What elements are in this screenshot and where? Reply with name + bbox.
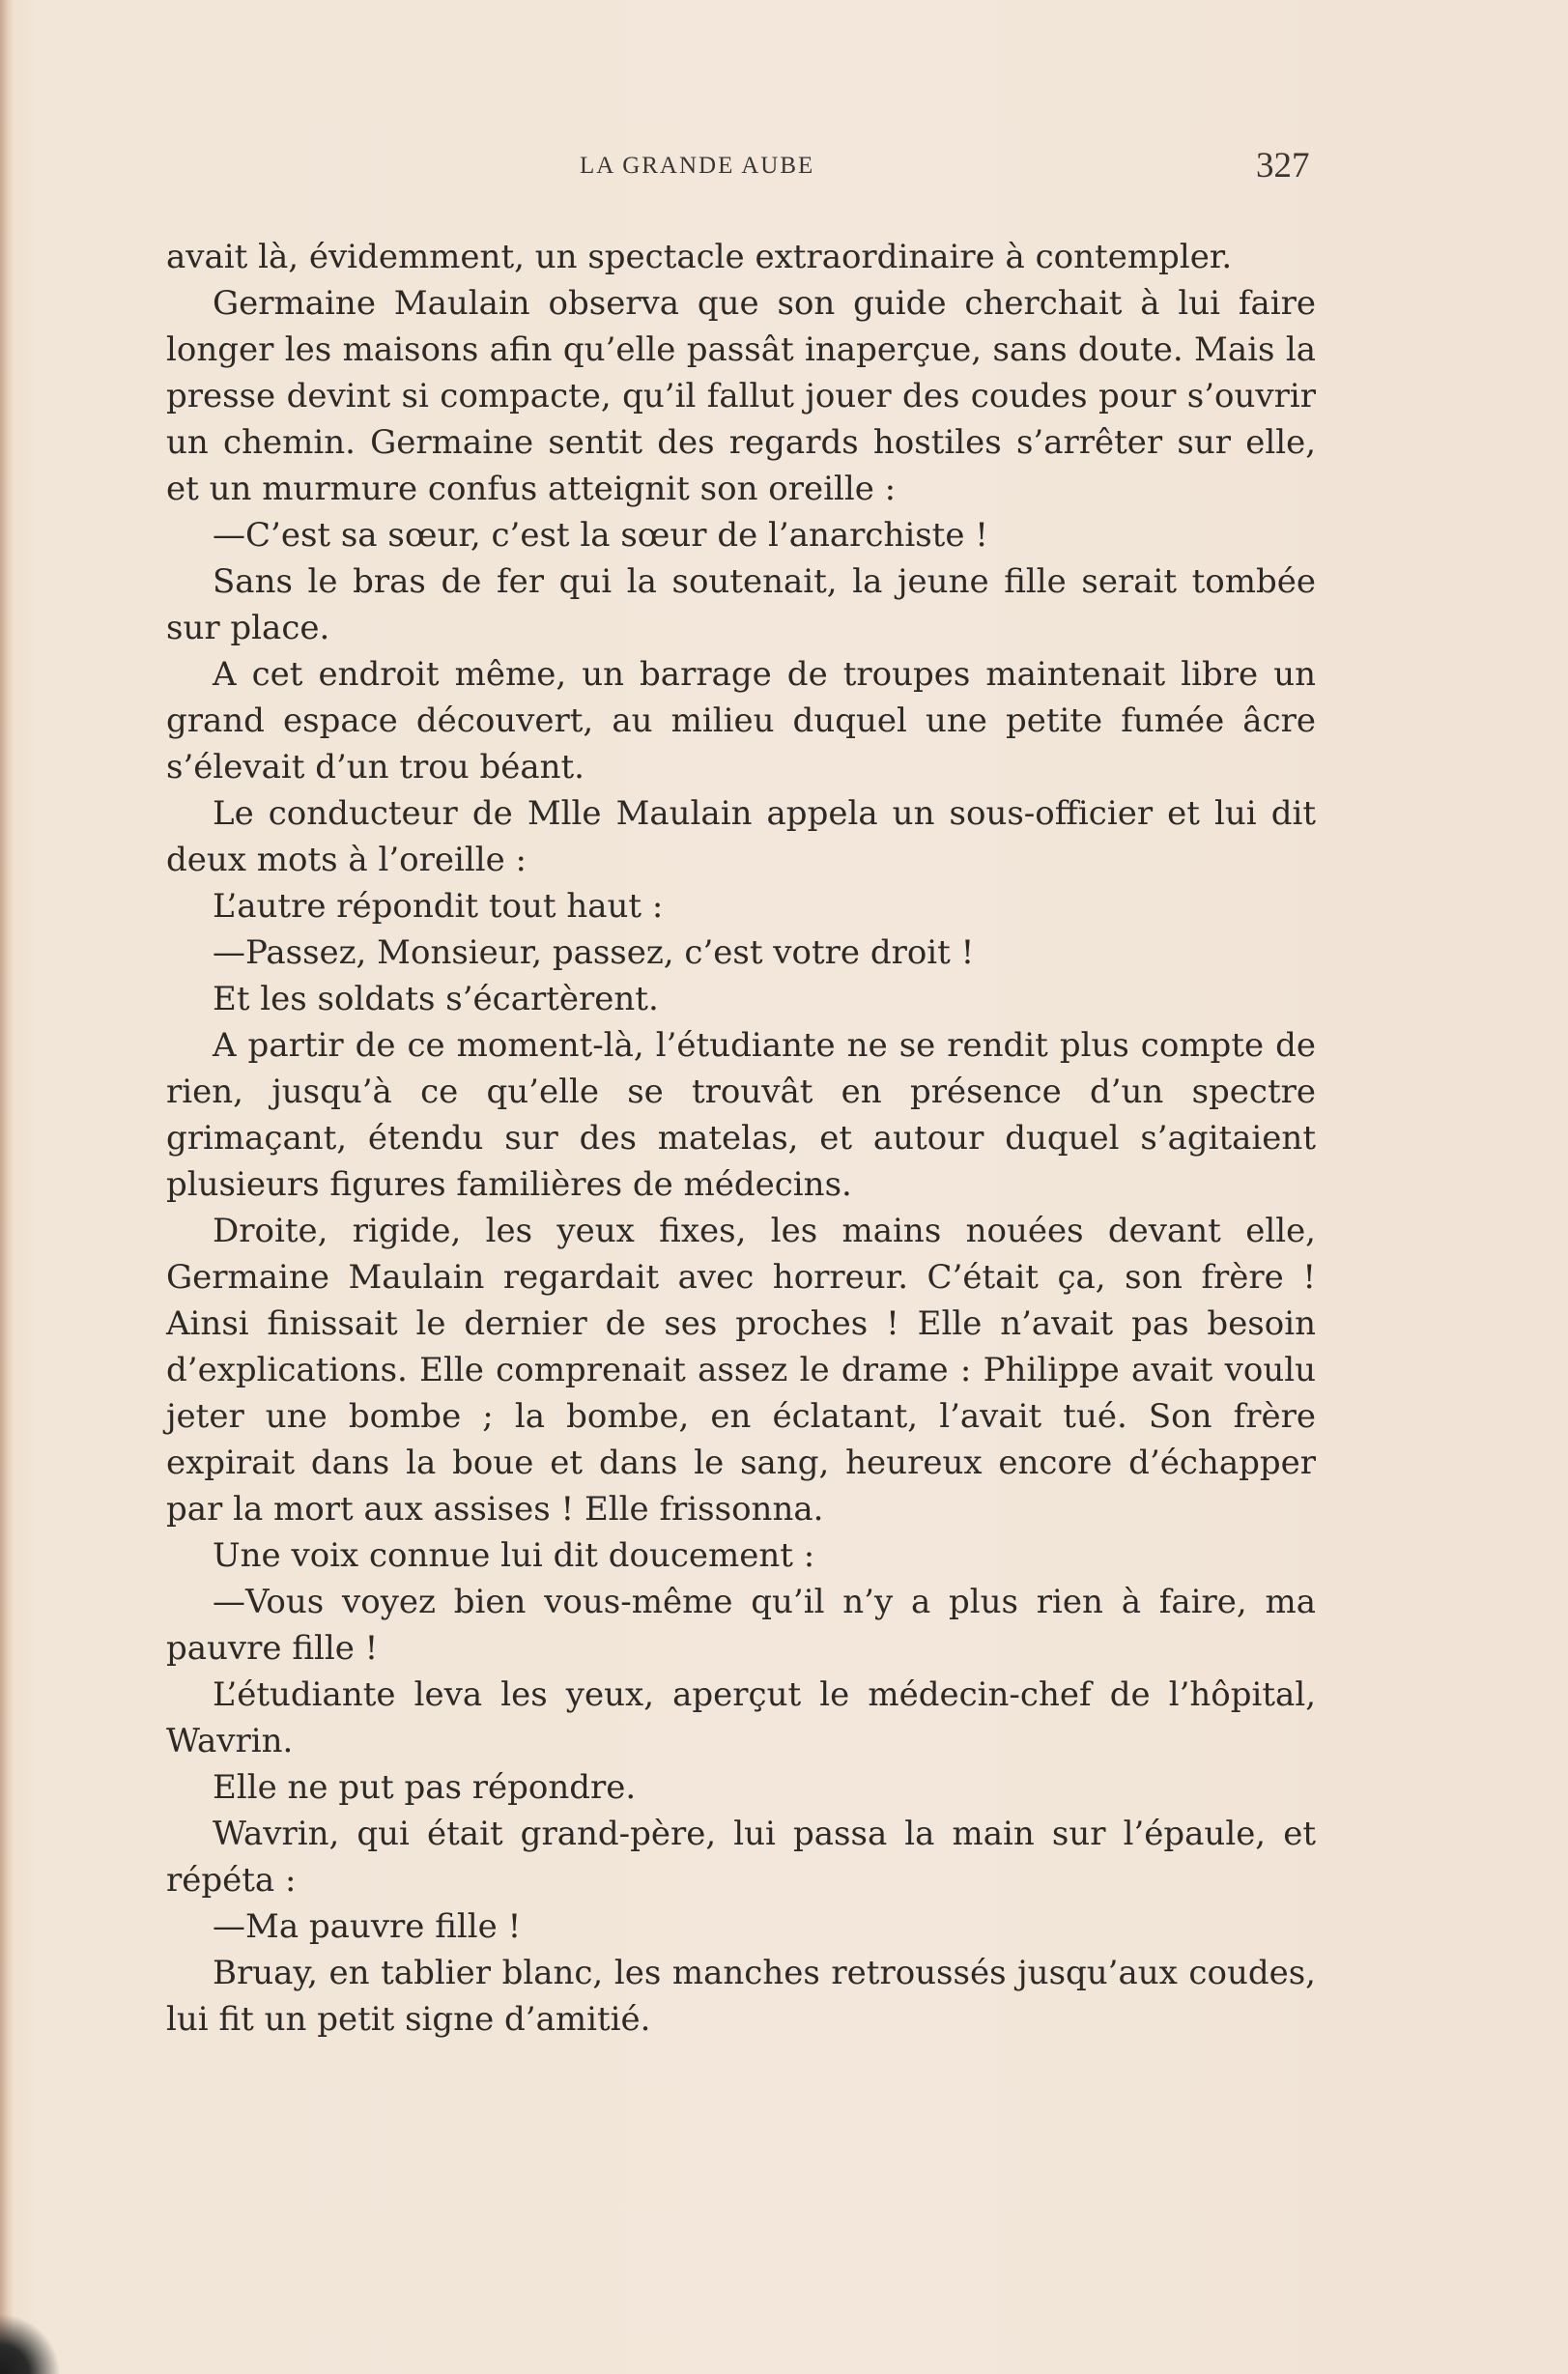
- paragraph: A cet endroit même, un barrage de troupes maintenait libre un grand espace découvert, au milieu duquel une petite fumée âcre s’élevait d’un trou béant.: [166, 655, 1316, 787]
- page-header: [0, 145, 1568, 184]
- paragraph: —Vous voyez bien vous-même qu’il n’y a plus rien à faire, ma pauvre fille !: [166, 1583, 1316, 1668]
- page-number: 327: [1256, 146, 1310, 186]
- paragraph: Wavrin, qui était grand-père, lui passa la main sur l’épaule, et répéta :: [166, 1815, 1316, 1900]
- paragraph: Germaine Maulain observa que son guide cherchait à lui faire longer les maisons afin qu’elle passât inaperçue, sans doute. Mais la presse devint si compacte, qu’il fallut jouer des coudes pour s’ouvrir un chemin. Germaine sentit des regards hostiles s’arrêter sur elle, et un murmure confus atteignit son oreille :: [166, 284, 1316, 508]
- paragraph: Sans le bras de fer qui la soutenait, la jeune fille serait tombée sur place.: [166, 562, 1316, 647]
- paragraph: —Passez, Monsieur, passez, c’est votre droit !: [213, 933, 975, 972]
- paragraph: Droite, rigide, les yeux fixes, les mains nouées devant elle, Germaine Maulain regardait avec horreur. C’était ça, son frère ! Ainsi finissait le dernier de ses proches ! Elle n’avait pas besoin d’explications. Elle comprenait assez le drame : Philippe avait voulu jeter une bombe ; la bombe, en éclatant, l’avait tué. Son frère expirait dans la boue et dans le sang, heureux encore d’échapper par la mort aux assises ! Elle frissonna.: [166, 1212, 1316, 1529]
- paragraph: L’étudiante leva les yeux, aperçut le médecin-chef de l’hôpital, Wavrin.: [166, 1675, 1316, 1760]
- paragraph: Bruay, en tablier blanc, les manches retroussés jusqu’aux coudes, lui fit un petit signe d’amitié.: [166, 1954, 1316, 2039]
- scan-corner-shadow: [0, 2287, 68, 2374]
- paragraph: L’autre répondit tout haut :: [213, 887, 664, 926]
- paragraph: A partir de ce moment-là, l’étudiante ne se rendit plus compte de rien, jusqu’à ce qu’elle se trouvât en présence d’un spectre grimaçant, étendu sur des matelas, et autour duquel s’agitaient plusieurs figures familières de médecins.: [166, 1026, 1316, 1204]
- body-text: [166, 234, 1316, 2043]
- running-head: LA GRANDE AUBE: [580, 153, 815, 179]
- paragraph: Une voix connue lui dit doucement :: [213, 1536, 815, 1575]
- paragraph: avait là, évidemment, un spectacle extraordinaire à contempler.: [166, 238, 1233, 276]
- paragraph: Le conducteur de Mlle Maulain appela un sous-officier et lui dit deux mots à l’oreille :: [166, 794, 1316, 879]
- paragraph: Et les soldats s’écartèrent.: [213, 980, 659, 1018]
- paragraph: —Ma pauvre fille !: [213, 1907, 522, 1946]
- paragraph: —C’est sa sœur, c’est la sœur de l’anarchiste !: [213, 516, 988, 555]
- binding-shadow: [0, 0, 14, 2374]
- paragraph: Elle ne put pas répondre.: [213, 1768, 637, 1807]
